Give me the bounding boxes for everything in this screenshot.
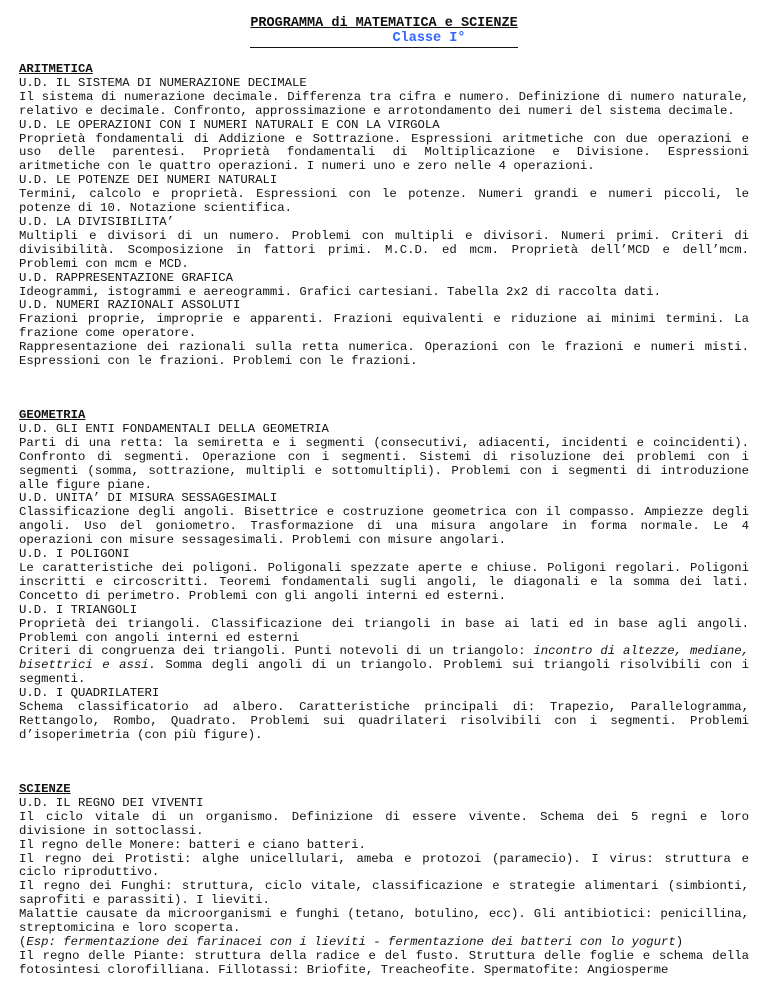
class-subtitle: Classe I° [392, 31, 466, 46]
unit-title: U.D. LE OPERAZIONI CON I NUMERI NATURALI E CON LA VIRGOLA [19, 117, 440, 132]
criteri-italic: incontro di altezze, mediane, bisettrici e assi. [19, 644, 749, 673]
unit-text: Proprietà dei triangoli. Classificazione dei triangoli in base ai lati ed in base agli angoli. Problemi con angoli interni ed esterni [19, 616, 749, 645]
unit-text: Schema classificatorio ad albero. Caratteristiche principali di: Trapezio, Parallelogramma, Rettangolo, Rombo, Quadrato. Problemi sui quadrilateri risolvibili con i segmenti. Problemi d’isoperimetria (con più figure). [19, 700, 749, 742]
unit-text: Il sistema di numerazione decimale. Differenza tra cifra e numero. Definizione di numero naturale, relativo e decimale. Confronto, approssimazione e arrotondamento dei numeri del sistema decimale. [19, 89, 749, 118]
unit-text: Proprietà fondamentali di Addizione e Sottrazione. Espressioni aritmetiche con due operazioni e uso delle parentesi. Proprietà fondamentali di Moltiplicazione e Divisione. Espressioni aritmetiche con le quattro operazioni. I numeri uno e zero nelle 4 operazioni. [19, 131, 749, 174]
unit-text: Multipli e divisori di un numero. Problemi con multipli e divisori. Numeri primi. Criteri di divisibilità. Scomposizione in fattori primi. M.C.D. ed mcm. Proprietà dell’MCD e dell’mcm. Problemi con mcm e MCD. [19, 228, 749, 271]
paren-close: ) [675, 934, 684, 949]
section-heading: GEOMETRIA [19, 408, 86, 422]
unit-text: Parti di una retta: la semiretta e i segmenti (consecutivi, adiacenti, incidenti e coincidenti). Confronto di segmenti. Operazione con i segmenti. Sistemi di risoluzione dei problemi con i segmenti (somma, sottrazione, multipli e sottomultipli). Problemi con i segmenti di introduzione alle figure piane. [19, 435, 749, 492]
unit-title: U.D. GLI ENTI FONDAMENTALI DELLA GEOMETRIA [19, 421, 329, 436]
unit-text: Il regno delle Piante: struttura della radice e del fusto. Struttura delle foglie e schema della fotosintesi clorofilliana. Fillotassi: Briofite, Treacheofite. Spermatofite: Angiosperme [19, 948, 749, 977]
unit-title: U.D. RAPPRESENTAZIONE GRAFICA [19, 270, 234, 285]
criteri-text-after: Somma degli angoli di un triangolo. Problemi sui triangoli risolvibili con i segmenti. [19, 658, 749, 687]
unit-text: Il regno dei Funghi: struttura, ciclo vitale, classificazione e strategie alimentari (simbionti, saprofiti e parassiti). I lieviti. [19, 879, 749, 908]
unit-text: Ideogrammi, istogrammi e aereogrammi. Grafici cartesiani. Tabella 2x2 di raccolta dati. [19, 284, 662, 299]
unit-text: Classificazione degli angoli. Bisettrice e costruzione geometrica con il compasso. Ampiezze degli angoli. Uso del goniometro. Trasformazione di una misura angolare in forma normale. Le 4 operazioni con misure sessagesimali. Problemi con misure angolari. [19, 505, 749, 548]
unit-title: U.D. LE POTENZE DEI NUMERI NATURALI [19, 173, 278, 188]
unit-text: Le caratteristiche dei poligoni. Poligonali spezzate aperte e chiuse. Poligoni regolari. Poligoni inscritti e circoscritti. Teoremi fondamentali sugli angoli, le diagonali e la somma dei lati. Concetto di perimetro. Problemi con gli angoli interni ed esterni. [19, 560, 749, 603]
title-block [0, 16, 768, 48]
unit-title: U.D. I TRIANGOLI [19, 602, 138, 617]
unit-title: U.D. IL REGNO DEI VIVENTI [19, 795, 204, 810]
experiment-italic: Esp: fermentazione dei farinacei con i lieviti - fermentazione dei batteri con lo yogurt [26, 934, 676, 949]
unit-text: Il regno dei Protisti: alghe unicellulari, ameba e protozoi (paramecio). I virus: struttura e ciclo riproduttivo. [19, 851, 749, 880]
unit-text: Rappresentazione dei razionali sulla retta numerica. Operazioni con le frazioni e numeri misti. Espressioni con le frazioni. Problemi con le frazioni. [19, 340, 749, 369]
unit-title: U.D. I QUADRILATERI [19, 686, 160, 701]
unit-text: Il regno delle Monere: batteri e ciano batteri. [19, 837, 366, 852]
unit-text: Termini, calcolo e proprietà. Espressioni con le potenze. Numeri grandi e numeri piccoli, le potenze di 10. Notazione scientifica. [19, 187, 749, 216]
unit-title: U.D. UNITA’ DI MISURA SESSAGESIMALI [19, 491, 278, 506]
section-scienze [19, 783, 749, 978]
unit-text: Malattie causate da microorganismi e funghi (tetano, botulino, ecc). Gli antibiotici: penicillina, streptomicina e loro scoperta. [19, 907, 749, 936]
section-heading: ARITMETICA [19, 62, 93, 76]
experiment-note [19, 936, 749, 950]
unit-title: U.D. IL SISTEMA DI NUMERAZIONE DECIMALE [19, 75, 307, 90]
unit-title: U.D. LA DIVISIBILITA’ [19, 214, 174, 229]
unit-title: U.D. I POLIGONI [19, 547, 130, 562]
document-title: PROGRAMMA di MATEMATICA e SCIENZE [250, 16, 518, 31]
unit-text-criteri [19, 645, 749, 687]
section-heading: SCIENZE [19, 782, 71, 796]
unit-title: U.D. NUMERI RAZIONALI ASSOLUTI [19, 298, 241, 313]
criteri-text: Criteri di congruenza dei triangoli. Punti notevoli di un triangolo: [19, 644, 534, 659]
title-underline-group [250, 16, 517, 48]
paren-open: ( [19, 934, 27, 949]
section-aritmetica [19, 63, 749, 369]
unit-text: Frazioni proprie, improprie e apparenti. Frazioni equivalenti e riduzione ai minimi termini. La frazione come operatore. [19, 312, 749, 341]
unit-text: Il ciclo vitale di un organismo. Definizione di essere vivente. Schema dei 5 regni e loro divisione in sottoclassi. [19, 809, 749, 838]
section-geometria [19, 409, 749, 743]
